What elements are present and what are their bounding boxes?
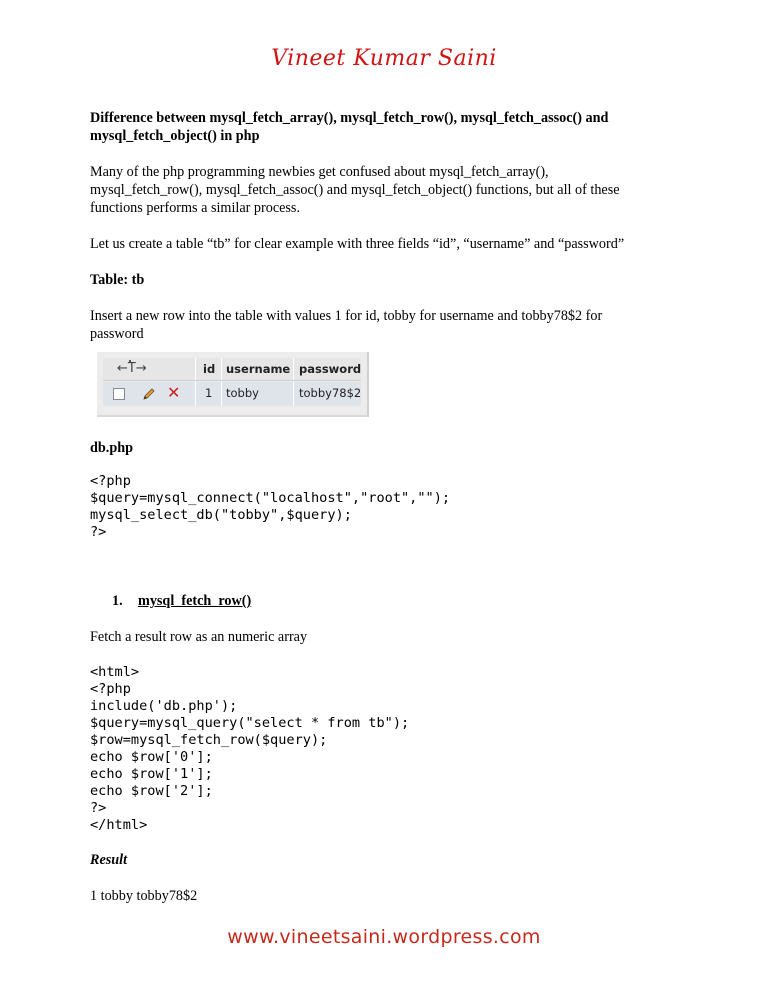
column-header-password: password	[299, 362, 362, 376]
article-title-line-1: Difference between mysql_fetch_array(), mysql_fetch_row(), mysql_fetch_assoc() and	[90, 110, 609, 126]
table-screenshot	[97, 352, 369, 417]
insert-line-2: password	[90, 326, 144, 342]
footer-url: www.vineetsaini.wordpress.com	[227, 926, 541, 948]
cell-username: tobby	[226, 386, 259, 400]
table-data-row	[103, 382, 361, 406]
intro-line-2: mysql_fetch_row(), mysql_fetch_assoc() and mysql_fetch_object() functions, but all of these	[90, 182, 620, 198]
table-intro: Let us create a table “tb” for clear example with three fields “id”, “username” and “password”	[90, 236, 625, 252]
column-header-username: username	[226, 362, 291, 376]
column-header-id: id	[203, 362, 216, 376]
intro-line-3: functions performs a similar process.	[90, 200, 300, 216]
cell-id: 1	[205, 386, 213, 400]
table-header-row	[103, 358, 361, 381]
db-file-label: db.php	[90, 440, 133, 456]
section-1-number: 1.	[112, 593, 123, 609]
table-label: Table: tb	[90, 272, 145, 288]
section-1-heading	[90, 593, 690, 610]
article-title-line-2: mysql_fetch_object() in php	[90, 128, 260, 144]
result-label: Result	[90, 852, 128, 868]
section-1-description: Fetch a result row as an numeric array	[90, 629, 308, 645]
result-value: 1 tobby tobby78$2	[90, 888, 198, 904]
column-arrows-icon: ←T→	[117, 361, 147, 376]
pencil-edit-icon	[141, 386, 157, 402]
delete-x-icon: ✕	[167, 383, 181, 402]
insert-line-1: Insert a new row into the table with values 1 for id, tobby for username and tobby78$2 for	[90, 308, 603, 324]
cell-password: tobby78$2	[299, 386, 362, 400]
document-body	[90, 109, 690, 905]
intro-line-1: Many of the php programming newbies get confused about mysql_fetch_array(),	[90, 164, 549, 180]
section-1-title: mysql_fetch_row()	[138, 593, 252, 609]
db-code-block: <?php $query=mysql_connect("localhost","root",""); mysql_select_db("tobby",$query); ?>	[90, 473, 451, 540]
section-1-code-block: <html> <?php include('db.php'); $query=mysql_query("select * from tb"); $row=mysql_fetch_row($query); echo $row['0']; echo $row['1']; echo $row['2']; ?> </html>	[90, 664, 410, 833]
page-header-author: Vineet Kumar Saini	[271, 46, 497, 71]
row-checkbox-icon	[113, 388, 125, 400]
